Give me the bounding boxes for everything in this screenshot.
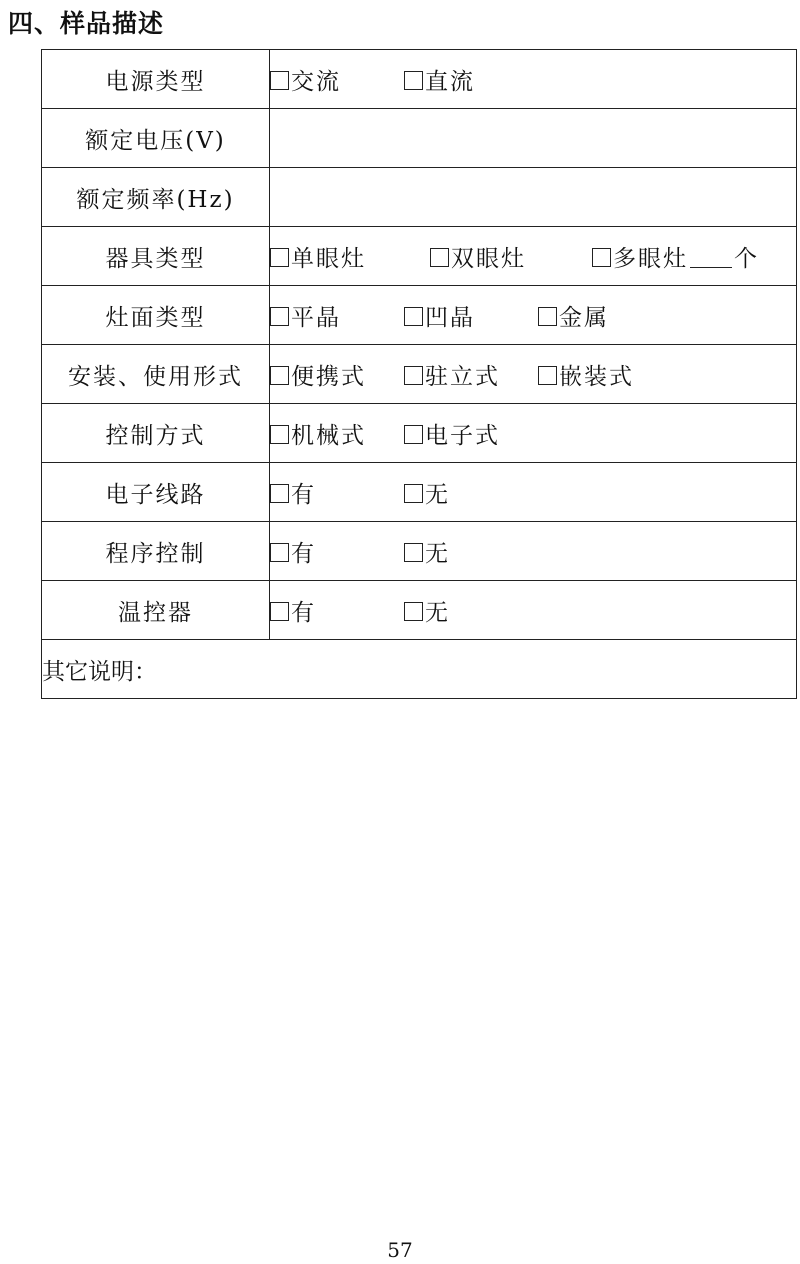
rated-frequency-field[interactable] <box>270 168 797 227</box>
checkbox-option[interactable] <box>270 476 404 509</box>
checkbox-icon[interactable] <box>538 366 557 385</box>
option-label: 有 <box>291 540 316 567</box>
checkbox-option[interactable] <box>404 358 538 391</box>
rated-voltage-field[interactable] <box>270 109 797 168</box>
checkbox-option[interactable] <box>270 299 404 332</box>
checkbox-option[interactable] <box>270 240 430 273</box>
row-value-power-type <box>270 50 797 109</box>
row-label-control-mode: 控制方式 <box>42 404 270 463</box>
checkbox-icon[interactable] <box>404 366 423 385</box>
checkbox-option[interactable] <box>270 535 404 568</box>
table-row <box>42 227 797 286</box>
table-row <box>42 581 797 640</box>
option-label: 双眼灶 <box>451 245 526 272</box>
checkbox-icon[interactable] <box>270 425 289 444</box>
option-label: 电子式 <box>425 422 500 449</box>
row-label-power-type: 电源类型 <box>42 50 270 109</box>
row-label-thermostat: 温控器 <box>42 581 270 640</box>
page-number: 57 <box>387 1238 413 1262</box>
checkbox-option[interactable] <box>270 358 404 391</box>
checkbox-icon[interactable] <box>404 484 423 503</box>
checkbox-option[interactable] <box>404 476 450 509</box>
checkbox-icon[interactable] <box>538 307 557 326</box>
other-notes-label: 其它说明： <box>42 658 157 685</box>
table-row <box>42 345 797 404</box>
table-row <box>42 463 797 522</box>
option-label: 无 <box>425 599 450 626</box>
checkbox-icon[interactable] <box>430 248 449 267</box>
row-value-hob-surface <box>270 286 797 345</box>
option-label: 单眼灶 <box>291 245 366 272</box>
option-label: 机械式 <box>291 422 366 449</box>
option-label: 交流 <box>291 68 341 95</box>
table-row <box>42 50 797 109</box>
row-label-program-control: 程序控制 <box>42 522 270 581</box>
row-label-rated-voltage: 额定电压(V) <box>42 109 270 168</box>
checkbox-icon[interactable] <box>270 543 289 562</box>
row-value-installation <box>270 345 797 404</box>
row-value-program-control <box>270 522 797 581</box>
row-label-installation: 安装、使用形式 <box>42 345 270 404</box>
sample-description-table <box>41 49 797 699</box>
option-label: 凹晶 <box>425 304 475 331</box>
checkbox-icon[interactable] <box>404 71 423 90</box>
row-label-appliance-type: 器具类型 <box>42 227 270 286</box>
row-value-electronic-circuit <box>270 463 797 522</box>
row-value-appliance-type <box>270 227 797 286</box>
option-label: 金属 <box>559 304 609 331</box>
option-label: 多眼灶 <box>613 245 688 272</box>
section-title: 四、样品描述 <box>8 9 165 38</box>
checkbox-icon[interactable] <box>592 248 611 267</box>
checkbox-option[interactable] <box>592 240 688 273</box>
option-label: 便携式 <box>291 363 366 390</box>
checkbox-icon[interactable] <box>404 602 423 621</box>
checkbox-option[interactable] <box>270 63 404 96</box>
row-label-hob-surface: 灶面类型 <box>42 286 270 345</box>
checkbox-icon[interactable] <box>270 307 289 326</box>
checkbox-option[interactable] <box>404 535 450 568</box>
option-label: 有 <box>291 481 316 508</box>
option-label: 有 <box>291 599 316 626</box>
checkbox-option[interactable] <box>430 240 592 273</box>
option-label: 驻立式 <box>425 363 500 390</box>
unit-label: 个 <box>734 245 759 272</box>
checkbox-option[interactable] <box>270 594 404 627</box>
checkbox-option[interactable] <box>404 594 450 627</box>
checkbox-option[interactable] <box>270 417 404 450</box>
checkbox-option[interactable] <box>404 299 538 332</box>
checkbox-icon[interactable] <box>404 543 423 562</box>
option-label: 无 <box>425 540 450 567</box>
table-row <box>42 286 797 345</box>
option-label: 直流 <box>425 68 475 95</box>
checkbox-icon[interactable] <box>404 425 423 444</box>
option-label: 平晶 <box>291 304 341 331</box>
checkbox-icon[interactable] <box>404 307 423 326</box>
checkbox-option[interactable] <box>404 63 475 96</box>
checkbox-icon[interactable] <box>270 71 289 90</box>
burner-count-blank[interactable] <box>690 247 732 268</box>
table-row <box>42 522 797 581</box>
checkbox-option[interactable] <box>538 358 634 391</box>
checkbox-option[interactable] <box>404 417 500 450</box>
table-row <box>42 404 797 463</box>
row-label-electronic-circuit: 电子线路 <box>42 463 270 522</box>
row-label-rated-frequency: 额定频率(Hz) <box>42 168 270 227</box>
other-notes-area[interactable] <box>42 640 797 699</box>
table-row <box>42 168 797 227</box>
table-row <box>42 640 797 699</box>
checkbox-icon[interactable] <box>270 366 289 385</box>
table-row <box>42 109 797 168</box>
checkbox-icon[interactable] <box>270 484 289 503</box>
checkbox-icon[interactable] <box>270 248 289 267</box>
option-label: 嵌装式 <box>559 363 634 390</box>
checkbox-option[interactable] <box>538 299 609 332</box>
row-value-control-mode <box>270 404 797 463</box>
checkbox-icon[interactable] <box>270 602 289 621</box>
option-label: 无 <box>425 481 450 508</box>
row-value-thermostat <box>270 581 797 640</box>
